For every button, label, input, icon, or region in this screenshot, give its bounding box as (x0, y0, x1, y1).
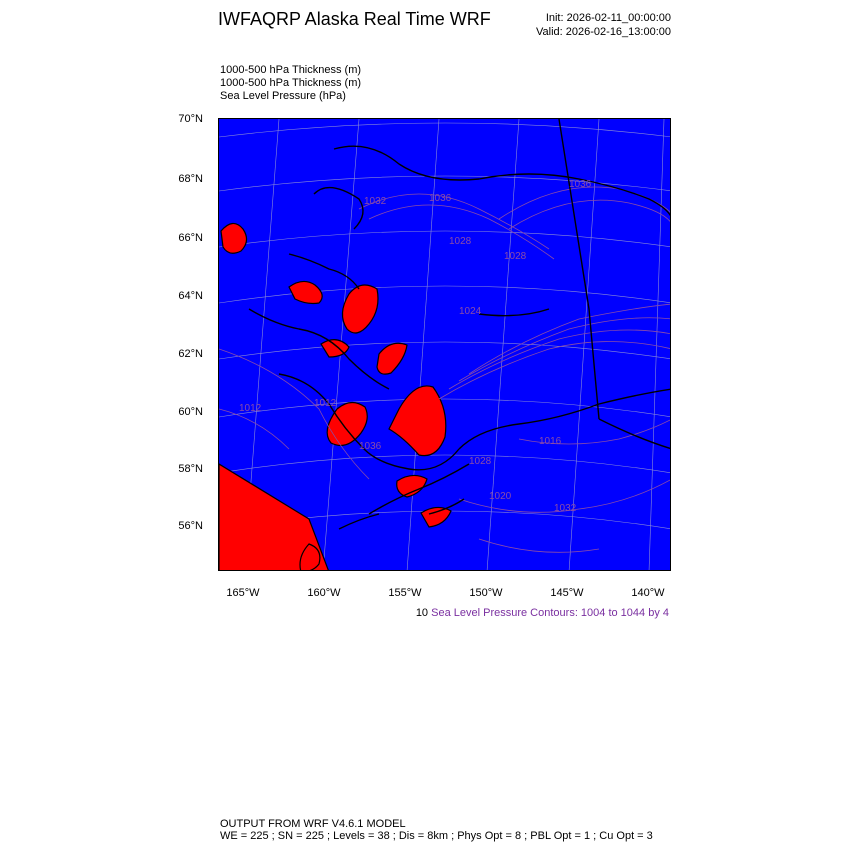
graticule (219, 119, 671, 571)
footer-model: OUTPUT FROM WRF V4.6.1 MODEL (220, 818, 406, 830)
lon-label-145: 145°W (550, 587, 584, 599)
page-title: IWFAQRP Alaska Real Time WRF (218, 9, 491, 29)
footer-config: WE = 225 ; SN = 225 ; Levels = 38 ; Dis = 8km ; Phys Opt = 8 ; PBL Opt = 1 ; Cu Opt = 3 (220, 830, 653, 842)
contour-info-number: 10 (415, 607, 429, 619)
lon-label-155: 155°W (388, 587, 422, 599)
lat-label-56: 56°N (178, 520, 203, 532)
slp-contour-label: 1028 (504, 251, 527, 262)
slp-contour-label: 1036 (359, 441, 382, 452)
lat-label-70: 70°N (178, 113, 203, 125)
lat-label-60: 60°N (178, 406, 203, 418)
map-panel (218, 118, 671, 571)
slp-contour-label: 1028 (469, 456, 492, 467)
lat-label-66: 66°N (178, 232, 203, 244)
slp-contour-label: 1032 (554, 503, 577, 514)
slp-contours (219, 187, 671, 552)
contour-info-text: Sea Level Pressure Contours: 1004 to 1044 by 4 (431, 607, 669, 619)
lon-label-165: 165°W (226, 587, 260, 599)
slp-contour-label: 1036 (429, 193, 452, 204)
slp-contour-label: 1020 (489, 491, 512, 502)
slp-contour-label: 1032 (364, 196, 387, 207)
slp-contour-label: 1012 (314, 398, 337, 409)
field-label-thickness-2: 1000-500 hPa Thickness (m) (220, 77, 362, 89)
lon-label-140: 140°W (631, 587, 665, 599)
lat-label-58: 58°N (178, 463, 203, 475)
contour-info (416, 607, 669, 619)
field-label-thickness-1: 1000-500 hPa Thickness (m) (220, 64, 362, 76)
valid-time: Valid: 2026-02-16_13:00:00 (536, 26, 671, 38)
lon-label-150: 150°W (469, 587, 503, 599)
slp-contour-label: 1016 (539, 436, 562, 447)
map-canvas (219, 119, 671, 571)
slp-contour-label: 1036 (569, 179, 592, 190)
init-time: Init: 2026-02-11_00:00:00 (545, 12, 671, 24)
slp-contour-label: 1012 (239, 403, 262, 414)
slp-contour-label: 1028 (449, 236, 472, 247)
lat-label-68: 68°N (178, 173, 203, 185)
slp-contour-label: 1024 (459, 306, 482, 317)
lat-label-64: 64°N (178, 290, 203, 302)
lat-label-62: 62°N (178, 348, 203, 360)
lon-label-160: 160°W (307, 587, 341, 599)
coastline (249, 119, 671, 529)
field-label-slp: Sea Level Pressure (hPa) (220, 90, 346, 102)
